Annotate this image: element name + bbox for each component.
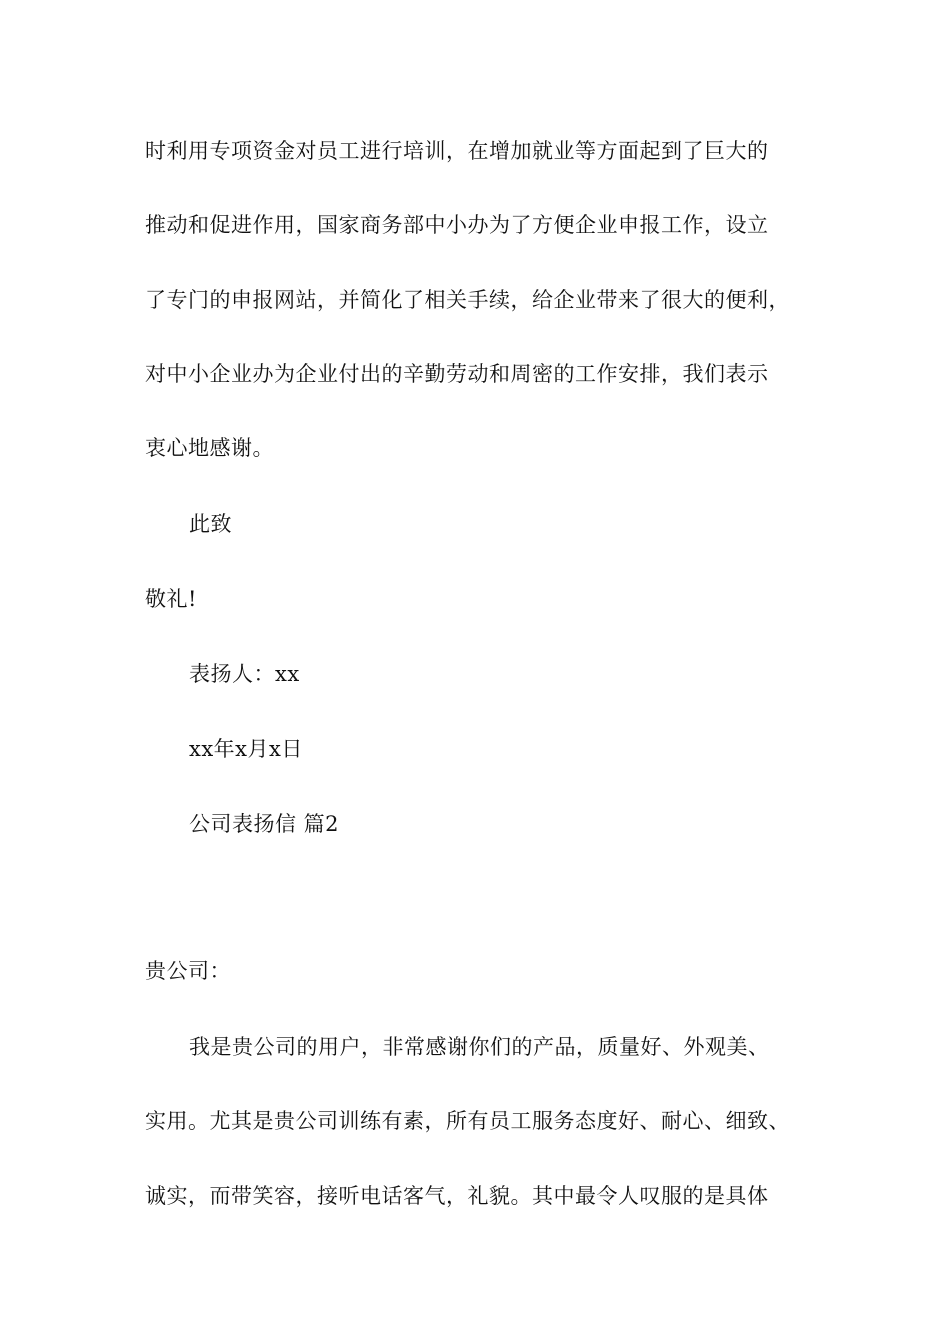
section-heading: 公司表扬信 篇2 [189, 812, 340, 836]
paragraph-line: 实用。尤其是贵公司训练有素，所有员工服务态度好、耐心、细致、 [145, 1109, 790, 1133]
paragraph-line: 推动和促进作用，国家商务部中小办为了方便企业申报工作，设立 [145, 213, 769, 237]
paragraph-line: 了专门的申报网站，并简化了相关手续，给企业带来了很大的便利， [145, 288, 790, 312]
letter-greeting: 贵公司： [145, 959, 231, 983]
paragraph-line: 时利用专项资金对员工进行培训，在增加就业等方面起到了巨大的 [145, 139, 769, 163]
paragraph-line: 我是贵公司的用户，非常感谢你们的产品，质量好、外观美、 [189, 1035, 770, 1059]
paragraph-line: 对中小企业办为企业付出的辛勤劳动和周密的工作安排，我们表示 [145, 362, 769, 386]
paragraph-line: 诚实，而带笑容，接听电话客气，礼貌。其中最令人叹服的是具体 [145, 1184, 769, 1208]
closing-regards: 敬礼! [145, 587, 197, 611]
signature-line: 表扬人：xx [189, 662, 300, 686]
closing-salutation: 此致 [189, 512, 232, 536]
paragraph-line: 衷心地感谢。 [145, 436, 274, 460]
date-line: xx年x月x日 [189, 737, 303, 761]
